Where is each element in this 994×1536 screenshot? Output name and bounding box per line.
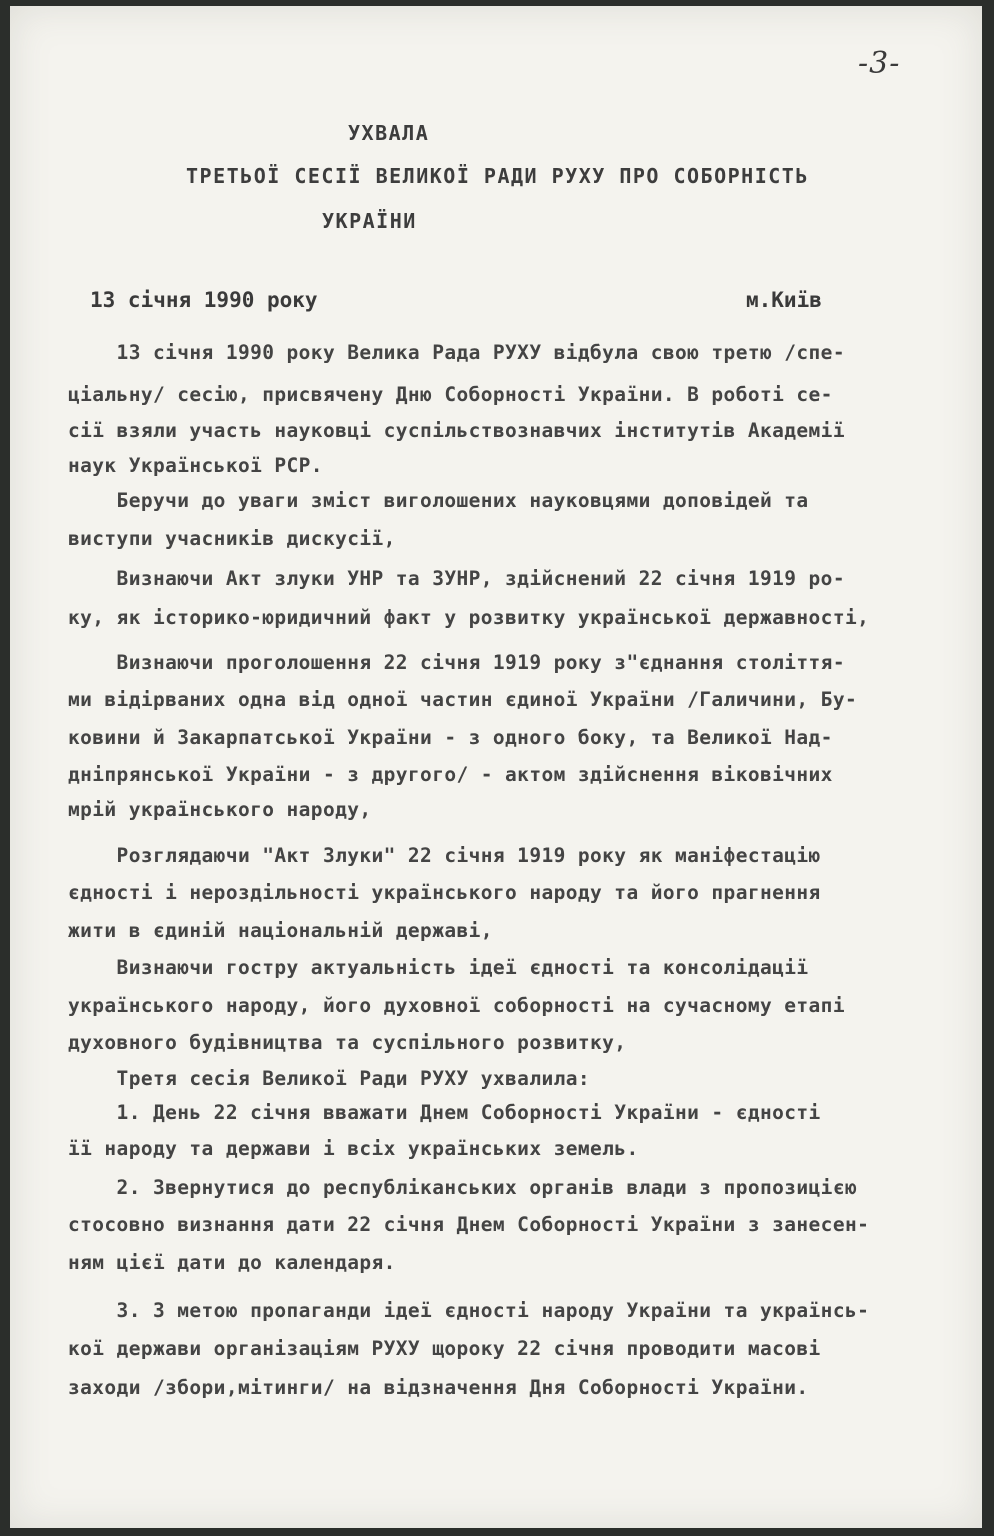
text-line: Третя сесія Великої Ради РУХУ ухвалила: [68,1067,591,1090]
text-line: мрій українського народу, [68,798,372,821]
text-line: ку, як історико-юридичний факт у розвитку української державності, [68,606,870,629]
text-line: дніпрянської України - з другого/ - актом здійснення віковічних [68,763,833,786]
text-line: Визнаючи Акт злуки УНР та ЗУНР, здійснений 22 січня 1919 ро- [68,567,845,590]
document-date: 13 січня 1990 року [90,288,318,312]
text-line: Визнаючи гостру актуальність ідеї єдності та консолідації [68,956,809,979]
text-line: наук Української РСР. [68,454,323,477]
text-line: її народу та держави і всіх українських земель. [68,1137,639,1160]
text-line: 1. День 22 січня вважати Днем Соборності України - єдності [68,1101,821,1124]
text-line: ням цієї дати до календаря. [68,1251,396,1274]
document-title: УХВАЛА [348,121,430,145]
text-line: сії взяли участь науковці суспільствознавчих інститутів Академії [68,419,845,442]
text-line: 3. З метою пропаганди ідеї єдності народу України та українсь- [68,1299,870,1322]
text-line: духовного будівництва та суспільного розвитку, [68,1031,627,1054]
document-subtitle-line-1: ТРЕТЬОЇ СЕСІЇ ВЕЛИКОЇ РАДИ РУХУ ПРО СОБОРНІСТЬ [186,164,809,188]
text-line: ціальну/ сесію, присвячену Дню Соборності України. В роботі се- [68,383,833,406]
text-line: 13 січня 1990 року Велика Рада РУХУ відбула свою третю /спе- [68,341,845,364]
document-place: м.Київ [746,288,822,312]
text-line: ковини й Закарпатської України - з одного боку, та Великої Над- [68,726,833,749]
page-number: -3- [858,46,901,81]
text-line: Визнаючи проголошення 22 січня 1919 року з"єднання століття- [68,651,845,674]
text-line: українського народу, його духовної соборності на сучасному етапі [68,994,845,1017]
text-line: Розглядаючи "Акт Злуки" 22 січня 1919 року як маніфестацію [68,844,821,867]
text-line: жити в єдиній національній державі, [68,919,493,942]
text-line: заходи /збори,мітинги/ на відзначення Дня Соборності України. [68,1376,809,1399]
text-line: кої держави організаціям РУХУ щороку 22 січня проводити масові [68,1337,821,1360]
text-line: єдності і нероздільності українського народу та його прагнення [68,881,821,904]
text-line: Беручи до уваги зміст виголошених науковцями доповідей та [68,489,809,512]
text-line: ми відірваних одна від одної частин єдиної України /Галичини, Бу- [68,688,858,711]
document-subtitle-line-2: УКРАЇНИ [322,209,417,233]
text-line: 2. Звернутися до республіканських органів влади з пропозицією [68,1176,858,1199]
text-line: стосовно визнання дати 22 січня Днем Соборності України з занесен- [68,1213,870,1236]
document-page [10,6,982,1528]
text-line: виступи учасників дискусії, [68,527,396,550]
